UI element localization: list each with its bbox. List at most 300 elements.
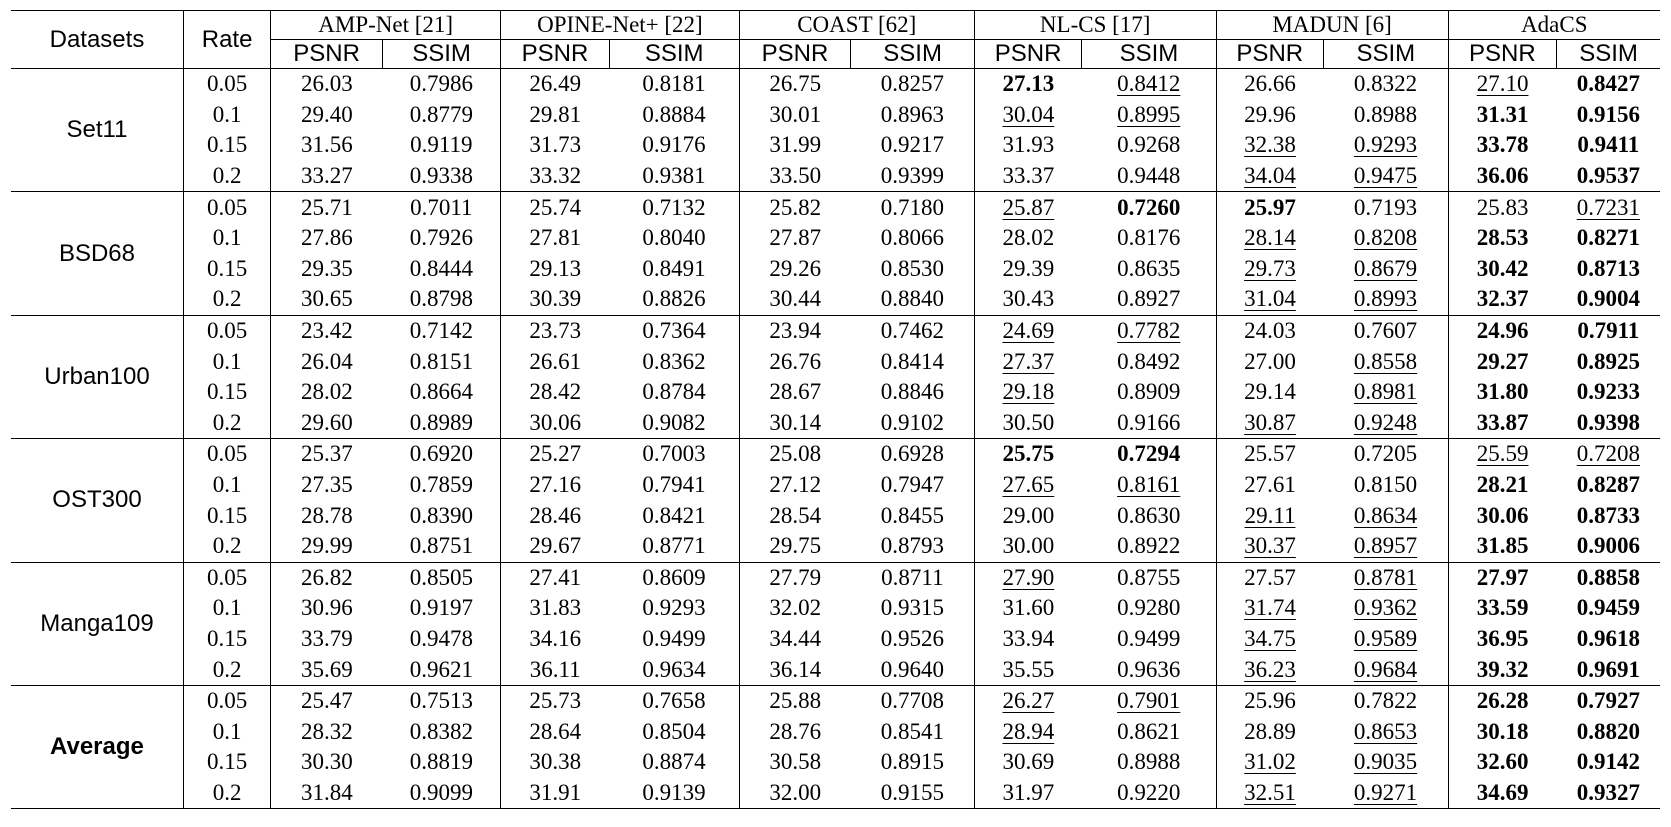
value-text: 0.8491: [642, 255, 706, 281]
value-text: 27.16: [529, 472, 582, 498]
ssim-cell: [609, 747, 739, 778]
ssim-cell: [1324, 470, 1449, 501]
psnr-cell: [1448, 161, 1557, 192]
value-text: 0.9155: [880, 779, 944, 805]
value-text: 0.9006: [1576, 533, 1640, 559]
value-text: 30.14: [769, 409, 822, 435]
value-text: 0.8150: [1353, 472, 1418, 498]
psnr-cell: [271, 562, 383, 593]
value-text: 29.73: [1244, 255, 1296, 281]
ssim-header: SSIM: [609, 40, 739, 69]
value-text: 0.9082: [642, 409, 706, 435]
psnr-cell: [271, 654, 383, 685]
value-text: 25.74: [529, 194, 582, 220]
value-text: 33.79: [300, 625, 353, 651]
value-text: 29.40: [300, 101, 353, 127]
table-row: [11, 408, 1660, 439]
ssim-cell: [1082, 778, 1216, 809]
ssim-cell: [1082, 747, 1216, 778]
rate-cell: 0.2: [183, 654, 270, 685]
value-text: 28.76: [769, 718, 822, 744]
value-text: 0.9362: [1353, 595, 1418, 621]
value-text: 0.8382: [409, 718, 473, 744]
value-text: 0.9475: [1353, 163, 1418, 189]
value-text: 30.04: [1002, 101, 1055, 127]
value-text: 0.8630: [1117, 502, 1181, 528]
ssim-cell: [1082, 254, 1216, 285]
value-text: 24.69: [1002, 318, 1055, 344]
ssim-cell: [609, 284, 739, 315]
ssim-cell: [1324, 778, 1449, 809]
psnr-cell: [501, 654, 610, 685]
psnr-cell: [1216, 747, 1324, 778]
ssim-cell: [383, 192, 501, 223]
psnr-cell: [1448, 747, 1557, 778]
value-text: 0.9176: [642, 132, 706, 158]
value-text: 29.11: [1244, 502, 1296, 528]
psnr-cell: [739, 778, 851, 809]
psnr-cell: [271, 470, 383, 501]
psnr-cell: [974, 130, 1082, 161]
table-row: [11, 624, 1660, 655]
ssim-cell: [609, 716, 739, 747]
psnr-cell: [271, 223, 383, 254]
ssim-cell: [383, 654, 501, 685]
table-row: [11, 377, 1660, 408]
value-text: 26.28: [1476, 688, 1529, 714]
value-text: 25.37: [300, 441, 353, 467]
value-text: 34.04: [1244, 163, 1296, 189]
psnr-cell: [974, 778, 1082, 809]
psnr-header: PSNR: [739, 40, 851, 69]
value-text: 30.65: [300, 286, 353, 312]
psnr-cell: [739, 562, 851, 593]
psnr-cell: [1216, 315, 1324, 346]
psnr-cell: [271, 778, 383, 809]
ssim-cell: [1082, 470, 1216, 501]
ssim-cell: [383, 69, 501, 100]
ssim-cell: [851, 408, 974, 439]
method-header: AMP-Net [21]: [271, 11, 501, 40]
ssim-cell: [1324, 254, 1449, 285]
ssim-cell: [851, 624, 974, 655]
value-text: 0.8271: [1576, 225, 1640, 251]
psnr-cell: [974, 685, 1082, 716]
table-row: [11, 223, 1660, 254]
ssim-cell: [1557, 593, 1660, 624]
table-row: [11, 315, 1660, 346]
psnr-cell: [974, 439, 1082, 470]
ssim-cell: [851, 254, 974, 285]
psnr-cell: [501, 716, 610, 747]
value-text: 0.8455: [880, 502, 944, 528]
psnr-cell: [974, 377, 1082, 408]
ssim-cell: [609, 778, 739, 809]
psnr-cell: [739, 747, 851, 778]
value-text: 31.80: [1476, 379, 1529, 405]
ssim-cell: [1324, 747, 1449, 778]
ssim-cell: [1324, 624, 1449, 655]
value-text: 36.11: [529, 656, 581, 682]
ssim-cell: [1557, 624, 1660, 655]
psnr-cell: [974, 500, 1082, 531]
psnr-cell: [974, 284, 1082, 315]
value-text: 0.9166: [1117, 409, 1181, 435]
psnr-cell: [271, 192, 383, 223]
dataset-name: Average: [11, 685, 183, 808]
value-text: 0.9268: [1117, 132, 1181, 158]
value-text: 0.9478: [409, 625, 473, 651]
ssim-cell: [383, 254, 501, 285]
value-text: 0.9035: [1353, 749, 1418, 775]
value-text: 26.82: [300, 564, 353, 590]
value-text: 0.8711: [881, 564, 944, 590]
ssim-cell: [1557, 500, 1660, 531]
rate-cell: 0.05: [183, 192, 270, 223]
value-text: 31.02: [1244, 749, 1296, 775]
value-text: 0.8634: [1353, 502, 1418, 528]
value-text: 29.99: [300, 533, 353, 559]
value-text: 0.9220: [1117, 779, 1181, 805]
ssim-cell: [1082, 161, 1216, 192]
psnr-cell: [1448, 470, 1557, 501]
value-text: 0.9217: [880, 132, 944, 158]
psnr-cell: [501, 223, 610, 254]
psnr-header: PSNR: [271, 40, 383, 69]
ssim-cell: [1324, 593, 1449, 624]
rate-cell: 0.05: [183, 685, 270, 716]
method-header: MADUN [6]: [1216, 11, 1448, 40]
ssim-cell: [851, 377, 974, 408]
value-text: 25.27: [529, 441, 582, 467]
rate-cell: 0.1: [183, 470, 270, 501]
ssim-cell: [1557, 69, 1660, 100]
ssim-cell: [383, 130, 501, 161]
value-text: 0.7926: [409, 225, 473, 251]
ssim-cell: [851, 161, 974, 192]
psnr-cell: [271, 130, 383, 161]
ssim-cell: [1324, 562, 1449, 593]
value-text: 0.9293: [642, 595, 706, 621]
ssim-cell: [1557, 284, 1660, 315]
value-text: 28.64: [529, 718, 582, 744]
psnr-cell: [974, 747, 1082, 778]
psnr-cell: [739, 654, 851, 685]
value-text: 0.8820: [1576, 718, 1640, 744]
ssim-cell: [383, 161, 501, 192]
psnr-cell: [501, 439, 610, 470]
ssim-cell: [1082, 562, 1216, 593]
psnr-cell: [501, 531, 610, 562]
value-text: 27.65: [1002, 472, 1055, 498]
ssim-cell: [609, 624, 739, 655]
psnr-cell: [501, 192, 610, 223]
ssim-cell: [609, 500, 739, 531]
psnr-cell: [1448, 778, 1557, 809]
table-row: [11, 747, 1660, 778]
results-table: [11, 10, 1660, 809]
ssim-cell: [1324, 346, 1449, 377]
psnr-cell: [739, 223, 851, 254]
method-header: OPINE-Net+ [22]: [501, 11, 739, 40]
rate-cell: 0.2: [183, 778, 270, 809]
psnr-cell: [1216, 69, 1324, 100]
ssim-cell: [383, 562, 501, 593]
ssim-cell: [609, 315, 739, 346]
value-text: 33.59: [1476, 595, 1529, 621]
value-text: 0.9248: [1353, 409, 1418, 435]
psnr-cell: [501, 470, 610, 501]
value-text: 0.8798: [409, 286, 473, 312]
ssim-cell: [609, 408, 739, 439]
psnr-cell: [739, 408, 851, 439]
psnr-cell: [1216, 100, 1324, 131]
value-text: 0.7708: [880, 688, 944, 714]
value-text: 0.8963: [880, 101, 944, 127]
rate-cell: 0.15: [183, 254, 270, 285]
table-row: [11, 470, 1660, 501]
value-text: 29.67: [529, 533, 582, 559]
value-text: 28.42: [529, 379, 582, 405]
ssim-cell: [383, 685, 501, 716]
ssim-cell: [1557, 716, 1660, 747]
psnr-cell: [739, 470, 851, 501]
psnr-cell: [1448, 408, 1557, 439]
value-text: 29.13: [529, 255, 582, 281]
ssim-cell: [609, 685, 739, 716]
value-text: 0.8781: [1353, 564, 1418, 590]
ssim-cell: [383, 470, 501, 501]
ssim-cell: [1557, 161, 1660, 192]
ssim-cell: [1557, 685, 1660, 716]
value-text: 25.75: [1002, 441, 1055, 467]
psnr-cell: [1216, 192, 1324, 223]
value-text: 28.32: [300, 718, 353, 744]
value-text: 0.7231: [1576, 194, 1640, 220]
psnr-cell: [739, 624, 851, 655]
psnr-cell: [1448, 315, 1557, 346]
value-text: 27.86: [300, 225, 353, 251]
value-text: 0.7822: [1353, 688, 1418, 714]
value-text: 0.9589: [1353, 625, 1418, 651]
value-text: 0.7208: [1576, 441, 1640, 467]
ssim-cell: [1324, 192, 1449, 223]
value-text: 0.9399: [880, 163, 944, 189]
value-text: 0.7941: [642, 472, 706, 498]
psnr-cell: [739, 192, 851, 223]
value-text: 30.43: [1002, 286, 1055, 312]
value-text: 0.8322: [1353, 71, 1418, 97]
value-text: 34.75: [1244, 625, 1296, 651]
value-text: 0.8751: [409, 533, 473, 559]
ssim-cell: [1557, 192, 1660, 223]
psnr-cell: [271, 500, 383, 531]
ssim-cell: [383, 593, 501, 624]
psnr-cell: [1448, 593, 1557, 624]
ssim-cell: [1082, 377, 1216, 408]
rate-cell: 0.1: [183, 223, 270, 254]
value-text: 0.7911: [1577, 318, 1640, 344]
psnr-cell: [739, 593, 851, 624]
psnr-cell: [974, 531, 1082, 562]
ssim-cell: [1557, 562, 1660, 593]
ssim-cell: [1557, 315, 1660, 346]
value-text: 0.8915: [880, 749, 944, 775]
value-text: 31.97: [1002, 779, 1055, 805]
ssim-header: SSIM: [851, 40, 974, 69]
value-text: 0.8957: [1353, 533, 1418, 559]
value-text: 25.97: [1244, 194, 1296, 220]
psnr-cell: [1216, 593, 1324, 624]
value-text: 0.8558: [1353, 348, 1418, 374]
psnr-cell: [1448, 685, 1557, 716]
psnr-cell: [1448, 254, 1557, 285]
value-text: 0.8988: [1117, 749, 1181, 775]
psnr-cell: [739, 439, 851, 470]
value-text: 0.8993: [1353, 286, 1418, 312]
value-text: 0.9102: [880, 409, 944, 435]
psnr-cell: [739, 377, 851, 408]
ssim-cell: [609, 69, 739, 100]
value-text: 39.32: [1476, 656, 1529, 682]
table-row: [11, 562, 1660, 593]
rate-cell: 0.15: [183, 130, 270, 161]
value-text: 30.18: [1476, 718, 1529, 744]
ssim-cell: [383, 624, 501, 655]
ssim-cell: [1082, 716, 1216, 747]
psnr-cell: [1216, 161, 1324, 192]
dataset-name: OST300: [11, 439, 183, 562]
ssim-cell: [609, 130, 739, 161]
psnr-cell: [501, 130, 610, 161]
value-text: 0.7364: [642, 318, 706, 344]
value-text: 31.84: [300, 779, 353, 805]
ssim-cell: [383, 778, 501, 809]
value-text: 0.8779: [409, 101, 473, 127]
value-text: 0.7947: [880, 472, 944, 498]
ssim-cell: [1082, 685, 1216, 716]
ssim-cell: [609, 223, 739, 254]
ssim-cell: [1082, 439, 1216, 470]
value-text: 30.38: [529, 749, 582, 775]
rate-cell: 0.15: [183, 747, 270, 778]
ssim-cell: [851, 223, 974, 254]
value-text: 30.06: [1476, 502, 1529, 528]
psnr-cell: [739, 284, 851, 315]
value-text: 0.7142: [409, 318, 473, 344]
value-text: 28.02: [1002, 225, 1055, 251]
value-text: 33.94: [1002, 625, 1055, 651]
value-text: 0.9139: [642, 779, 706, 805]
table-row: [11, 654, 1660, 685]
value-text: 0.9499: [1117, 625, 1181, 651]
ssim-cell: [1082, 223, 1216, 254]
ssim-cell: [1557, 470, 1660, 501]
table-row: [11, 254, 1660, 285]
value-text: 0.8066: [880, 225, 944, 251]
ssim-cell: [383, 439, 501, 470]
psnr-cell: [271, 284, 383, 315]
ssim-cell: [1324, 716, 1449, 747]
psnr-cell: [1448, 346, 1557, 377]
value-text: 27.00: [1244, 348, 1296, 374]
value-text: 25.57: [1244, 441, 1296, 467]
psnr-cell: [1448, 716, 1557, 747]
value-text: 0.9448: [1117, 163, 1181, 189]
psnr-cell: [1216, 284, 1324, 315]
value-text: 0.7607: [1353, 318, 1418, 344]
psnr-cell: [974, 192, 1082, 223]
psnr-cell: [1216, 408, 1324, 439]
ssim-cell: [851, 346, 974, 377]
psnr-cell: [501, 100, 610, 131]
value-text: 31.04: [1244, 286, 1296, 312]
psnr-cell: [271, 408, 383, 439]
ssim-cell: [1082, 284, 1216, 315]
psnr-cell: [501, 161, 610, 192]
ssim-cell: [383, 531, 501, 562]
rate-cell: 0.15: [183, 624, 270, 655]
value-text: 0.9499: [642, 625, 706, 651]
value-text: 31.60: [1002, 595, 1055, 621]
psnr-header: PSNR: [1448, 40, 1557, 69]
value-text: 0.8840: [880, 286, 944, 312]
value-text: 27.97: [1476, 564, 1529, 590]
datasets-header: Datasets: [11, 11, 183, 69]
value-text: 29.14: [1244, 379, 1296, 405]
value-text: 0.8390: [409, 502, 473, 528]
value-text: 28.89: [1244, 718, 1296, 744]
value-text: 31.31: [1476, 101, 1529, 127]
psnr-cell: [501, 624, 610, 655]
value-text: 28.67: [769, 379, 822, 405]
method-header: COAST [62]: [739, 11, 974, 40]
psnr-cell: [974, 408, 1082, 439]
value-text: 0.8181: [642, 71, 706, 97]
ssim-cell: [383, 346, 501, 377]
value-text: 28.78: [300, 502, 353, 528]
psnr-cell: [1448, 69, 1557, 100]
dataset-name: BSD68: [11, 192, 183, 315]
value-text: 0.9327: [1576, 779, 1640, 805]
rate-cell: 0.1: [183, 100, 270, 131]
value-text: 0.8421: [642, 502, 706, 528]
value-text: 0.8826: [642, 286, 706, 312]
ssim-cell: [609, 161, 739, 192]
ssim-cell: [1324, 130, 1449, 161]
psnr-cell: [739, 69, 851, 100]
psnr-cell: [271, 716, 383, 747]
rate-cell: 0.05: [183, 439, 270, 470]
psnr-header: PSNR: [1216, 40, 1324, 69]
ssim-cell: [609, 192, 739, 223]
psnr-cell: [1448, 500, 1557, 531]
value-text: 0.7180: [880, 194, 944, 220]
ssim-cell: [383, 100, 501, 131]
psnr-cell: [974, 346, 1082, 377]
psnr-cell: [271, 593, 383, 624]
ssim-cell: [1557, 408, 1660, 439]
value-text: 0.7901: [1117, 688, 1181, 714]
psnr-cell: [501, 284, 610, 315]
value-text: 25.96: [1244, 688, 1296, 714]
psnr-cell: [271, 747, 383, 778]
rate-cell: 0.15: [183, 500, 270, 531]
value-text: 30.01: [769, 101, 822, 127]
table-header: [11, 11, 1660, 69]
rate-cell: 0.2: [183, 284, 270, 315]
psnr-cell: [1448, 284, 1557, 315]
